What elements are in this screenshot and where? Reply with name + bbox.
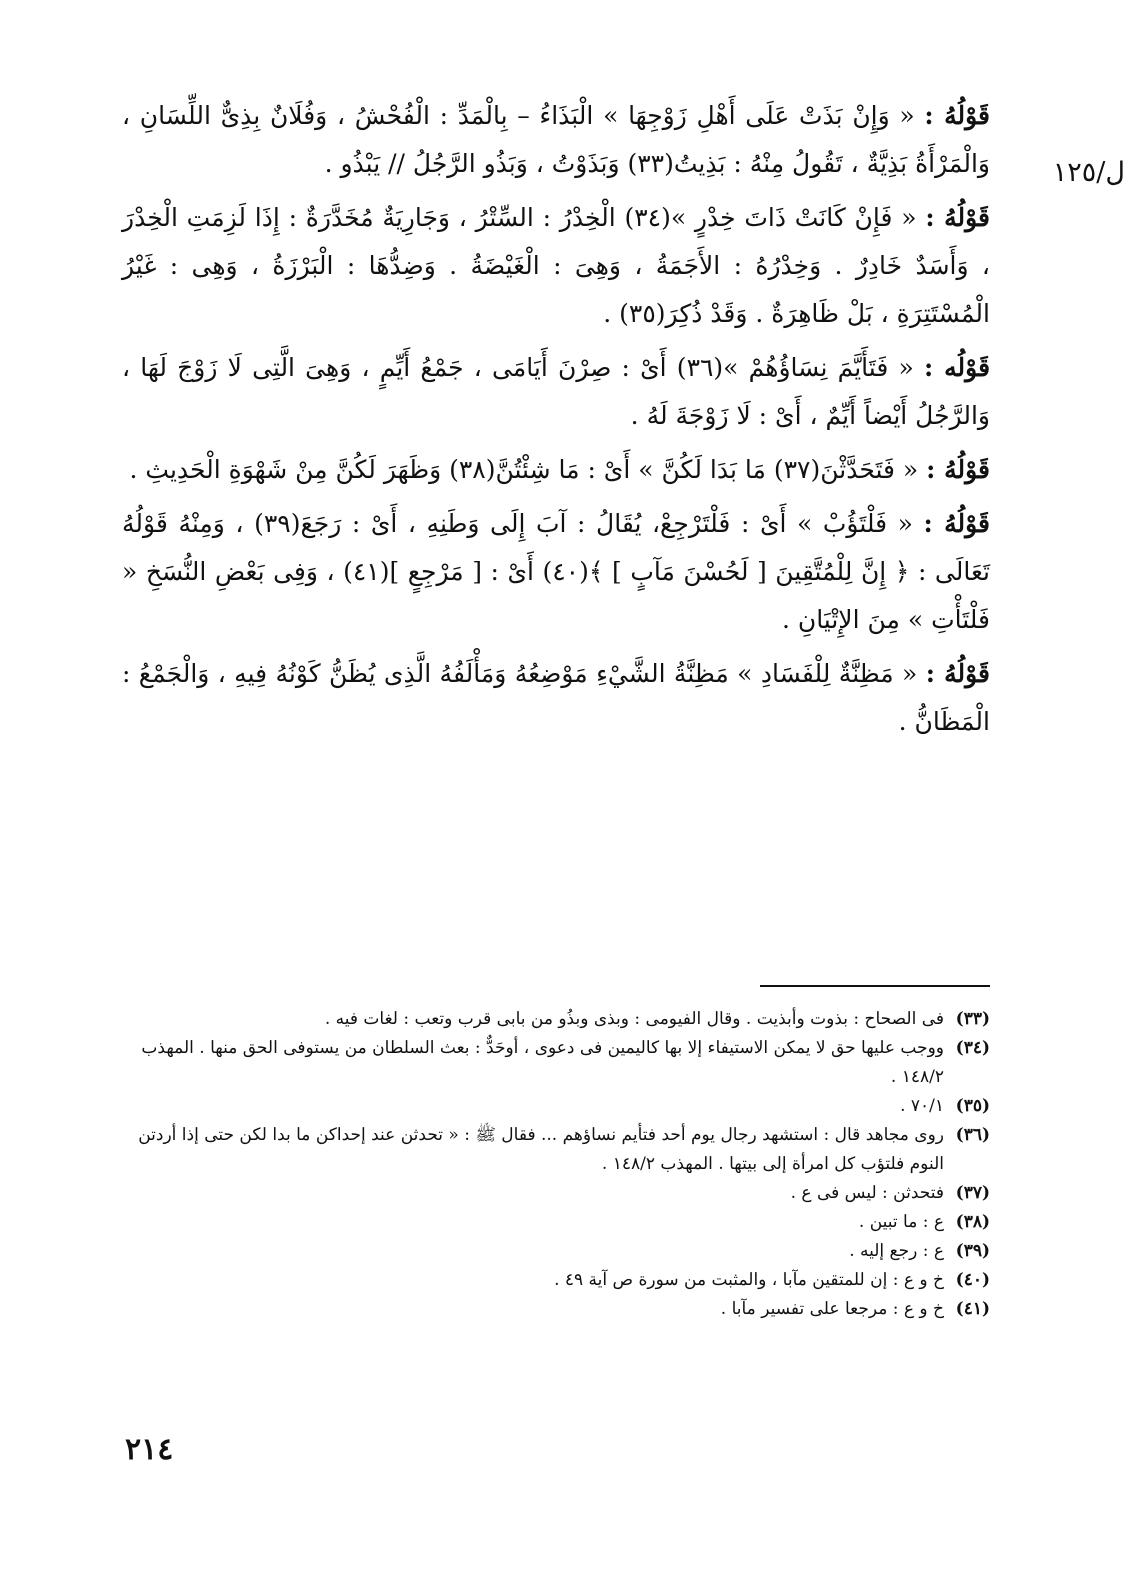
footnote-text: ٧٠/١ . [900,1096,944,1116]
paragraph [122,446,990,494]
footnote [122,1121,990,1179]
paragraph-text: « مَظِنَّةٌ لِلْفَسَادِ » مَظِنَّةُ الشَّيْءِ مَوْضِعُهُ وَمَأْلَفُهُ الَّذِى يُظَنُّ كَوْنُهُ فِيهِ ، وَالْجَمْعُ : الْمَظَانُّ . [122,659,990,736]
paragraph-lead: قَوْلُهُ : [924,101,990,130]
paragraph-lead: قَوْلُه : [923,353,991,382]
paragraph-lead: قَوْلُهُ : [923,509,990,538]
paragraph-lead: قَوْلُهُ : [925,203,990,232]
footnote-divider [760,985,990,987]
footnote-number: (٣٨) [955,1212,990,1232]
footnote-text: ع : رجع إليه . [849,1241,944,1261]
footnote-number: (٣٩) [955,1241,990,1261]
footnote-number: (٣٤) [955,1038,990,1058]
paragraph-text: « فَتَحَدَّثْنَ(٣٧) مَا بَدَا لَكُنَّ » أَىْ : مَا شِئْتُنَّ(٣٨) وَظَهَرَ لَكُنَّ مِنْ شَهْوَةِ الْحَدِيثِ . [129,455,919,484]
footnote [122,1208,990,1237]
footnote [122,1092,990,1121]
footnote [122,1295,990,1324]
main-text [122,92,990,752]
paragraph [122,650,990,746]
footnote-text: فى الصحاح : بذوت وأبذيت . وقال الفيومى : وبذى وبذُو من بابى قرب وتعب : لغات فيه . [324,1009,944,1029]
footnote [122,1266,990,1295]
paragraph-text: « وَإِنْ بَذَتْ عَلَى أَهْلِ زَوْجِهَا » الْبَذَاءُ – بِالْمَدِّ : الْفُحْشُ ، وَفُلَانٌ بِذِىٌّ اللِّسَانِ ، وَالْمَرْأَةُ بَذِيَّةٌ ، تَقُولُ مِنْهُ : بَذِيتُ(٣٣) وَبَذَوْتُ ، وَبَذُو الرَّجُلُ // يَبْذُو . [122,101,990,178]
footnote [122,1179,990,1208]
paragraph [122,92,990,188]
paragraph [122,500,990,644]
footnote-number: (٣٥) [955,1096,990,1116]
footnote-text: ووجب عليها حق لا يمكن الاستيفاء إلا بها كاليمين فى دعوى ، أوحَدٌّ : بعث السلطان من يستوفى الحق منها . المهذب ١٤٨/٢ . [141,1038,944,1087]
paragraph [122,194,990,338]
footnote [122,1034,990,1092]
paragraph [122,344,990,440]
paragraph-lead: قَوْلُهُ : [926,455,990,484]
footnote-number: (٣٧) [955,1183,990,1203]
paragraph-lead: قَوْلُهُ : [925,659,990,688]
footnote [122,1005,990,1034]
paragraph-text: « فَتَأَيَّمَ نِسَاؤُهُمْ »(٣٦) أَىْ : صِرْنَ أَيَامَى ، جَمْعُ أَيِّمٍ ، وَهِىَ الَّتِى لَا زَوْجَ لَهَا ، وَالرَّجُلُ أَيْضاً أَيِّمٌ ، أَىْ : لَا زَوْجَةَ لَهُ . [122,353,990,430]
margin-reference: ل/١٢٥ [1052,157,1125,188]
paragraph-text: « فَلْتَؤُبْ » أَىْ : فَلْتَرْجِعْ، يُقَالُ : آبَ إِلَى وَطَنِهِ ، أَىْ : رَجَعَ(٣٩) ، وَمِنْهُ قَوْلُهُ تَعَالَى : ﴿ إِنَّ لِلْمُتَّقِينَ [ لَحُسْنَ مَآبٍ ] ﴾(٤٠) أَىْ : [ مَرْجِعٍ ](٤١) ، وَفِى بَعْضِ النُّسَخِ « فَلْتَأْتِ » مِنَ الإِتْيَانِ . [122,509,991,634]
footnote-number: (٤١) [955,1299,990,1319]
footnote-text: روى مجاهد قال : استشهد رجال يوم أحد فتأيم نساؤهم ... فقال ﷺ : « تحدثن عند إحداكن ما بدا لكن حتى إذا أردتن النوم فلتؤب كل امرأة إلى بيتها . المهذب ١٤٨/٢ . [138,1125,944,1174]
footnote-text: فتحدثن : ليس فى ع . [790,1183,944,1203]
footnote-number: (٤٠) [955,1270,990,1290]
footnote-text: ع : ما تبين . [858,1212,944,1232]
footnote-number: (٣٣) [955,1009,990,1029]
footnote-number: (٣٦) [955,1125,990,1145]
footnote-text: خ و ع : إن للمتقين مآبا ، والمثبت من سورة ص آية ٤٩ . [554,1270,944,1290]
footnote-text: خ و ع : مرجعا على تفسير مآبا . [720,1299,944,1319]
footnotes [122,1005,990,1324]
paragraph-text: « فَإِنْ كَانَتْ ذَاتَ خِدْرٍ »(٣٤) الْخِدْرُ : السِّتْرُ ، وَجَارِيَةٌ مُخَدَّرَةٌ : إِذَا لَزِمَتِ الْخِدْرَ ، وَأَسَدٌ خَادِرٌ . وَخِدْرُهُ : الأَجَمَةُ ، وَهِىَ : الْغَيْضَةُ . وَضِدُّهَا : الْبَرْزَةُ ، وَهِى : غَيْرُ الْمُسْتَتِرَةِ ، بَلْ ظَاهِرَةٌ . وَقَدْ ذُكِرَ(٣٥) . [122,203,990,328]
footnote [122,1237,990,1266]
page-number: ٢١٤ [125,1432,174,1467]
